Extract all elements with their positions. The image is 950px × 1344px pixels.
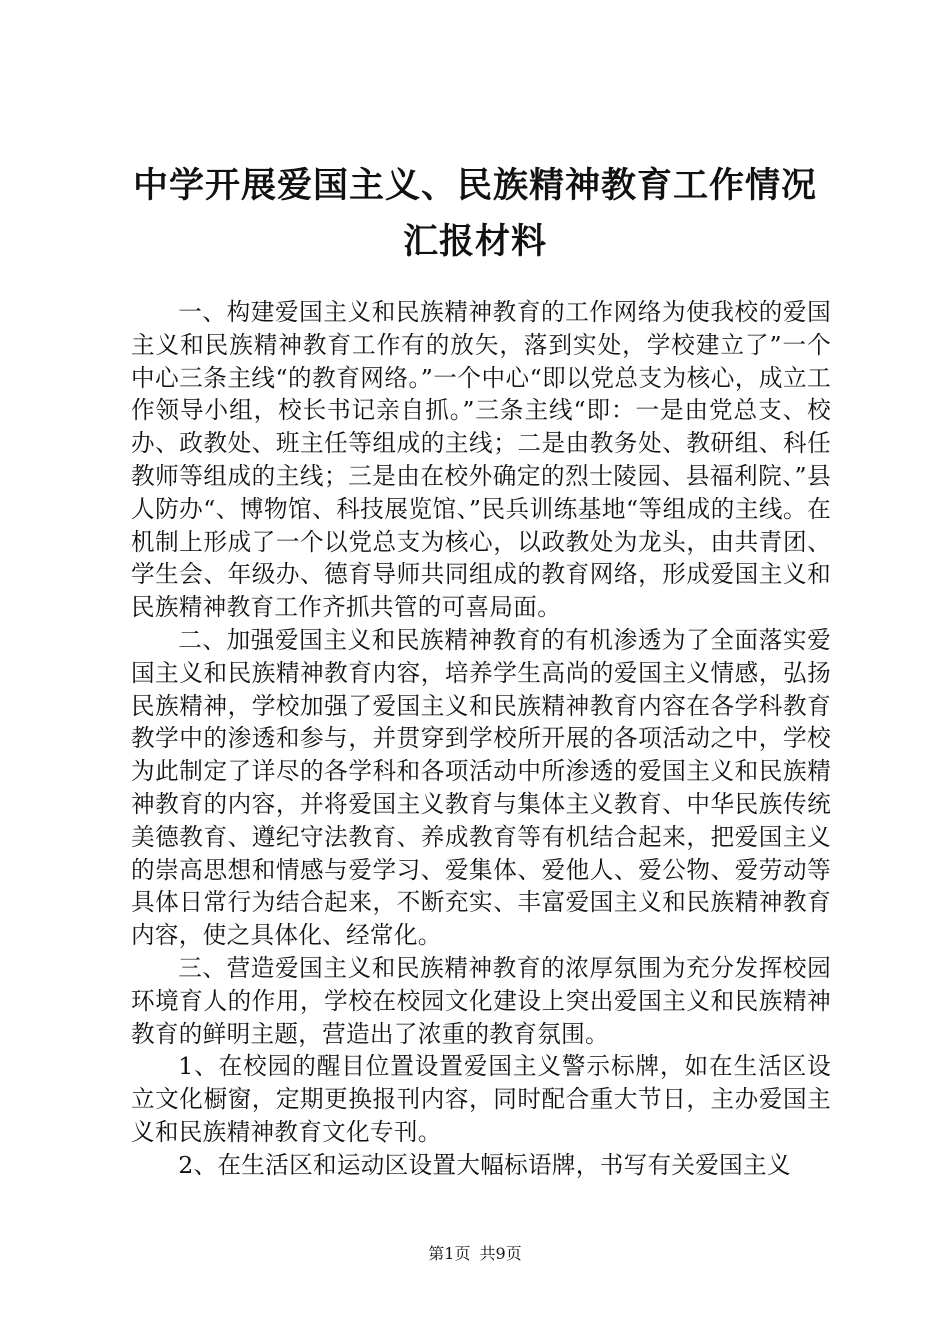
paragraph-4: 1、在校园的醒目位置设置爱国主义警示标牌，如在生活区设立文化橱窗，定期更换报刊内容，同时配合重大节日，主办爱国主义和民族精神教育文化专刊。	[131, 1052, 831, 1146]
page-total: 共9页	[479, 1244, 522, 1263]
paragraph-2: 二、加强爱国主义和民族精神教育的有机渗透为了全面落实爱国主义和民族精神教育内容，培养学生高尚的爱国主义情感，弘扬民族精神，学校加强了爱国主义和民族精神教育内容在各学科教育教学中的渗透和参与，并贯穿到学校所开展的各项活动之中，学校为此制定了详尽的各学科和各项活动中所渗透的爱国主义和民族精神教育的内容，并将爱国主义教育与集体主义教育、中华民族传统美德教育、遵纪守法教育、养成教育等有机结合起来，把爱国主义的崇高思想和情感与爱学习、爱集体、爱他人、爱公物、爱劳动等具体日常行为结合起来，不断充实、丰富爱国主义和民族精神教育内容，使之具体化、经常化。	[131, 625, 831, 950]
page-footer	[0, 1244, 950, 1264]
document-body	[131, 296, 831, 1182]
paragraph-1: 一、构建爱国主义和民族精神教育的工作网络为使我校的爱国主义和民族精神教育工作有的放矢，落到实处，学校建立了”一个中心三条主线“的教育网络。”一个中心“即以党总支为核心，成立工作领导小组，校长书记亲自抓。”三条主线“即：一是由党总支、校办、政教处、班主任等组成的主线；二是由教务处、教研组、科任教师等组成的主线；三是由在校外确定的烈士陵园、县福利院、”县人防办“、博物馆、科技展览馆、”民兵训练基地“等组成的主线。在机制上形成了一个以党总支为核心，以政教处为龙头，由共青团、学生会、年级办、德育导师共同组成的教育网络，形成爱国主义和民族精神教育工作齐抓共管的可喜局面。	[131, 298, 831, 622]
document-title: 中学开展爱国主义、民族精神教育工作情况汇报材料	[132, 166, 817, 262]
paragraph-5: 2、在生活区和运动区设置大幅标语牌，书写有关爱国主义	[178, 1150, 791, 1179]
paragraph-3: 三、营造爱国主义和民族精神教育的浓厚氛围为充分发挥校园环境育人的作用，学校在校园文化建设上突出爱国主义和民族精神教育的鲜明主题，营造出了浓重的教育氛围。	[131, 953, 831, 1048]
page-number: 第1页	[428, 1244, 471, 1263]
